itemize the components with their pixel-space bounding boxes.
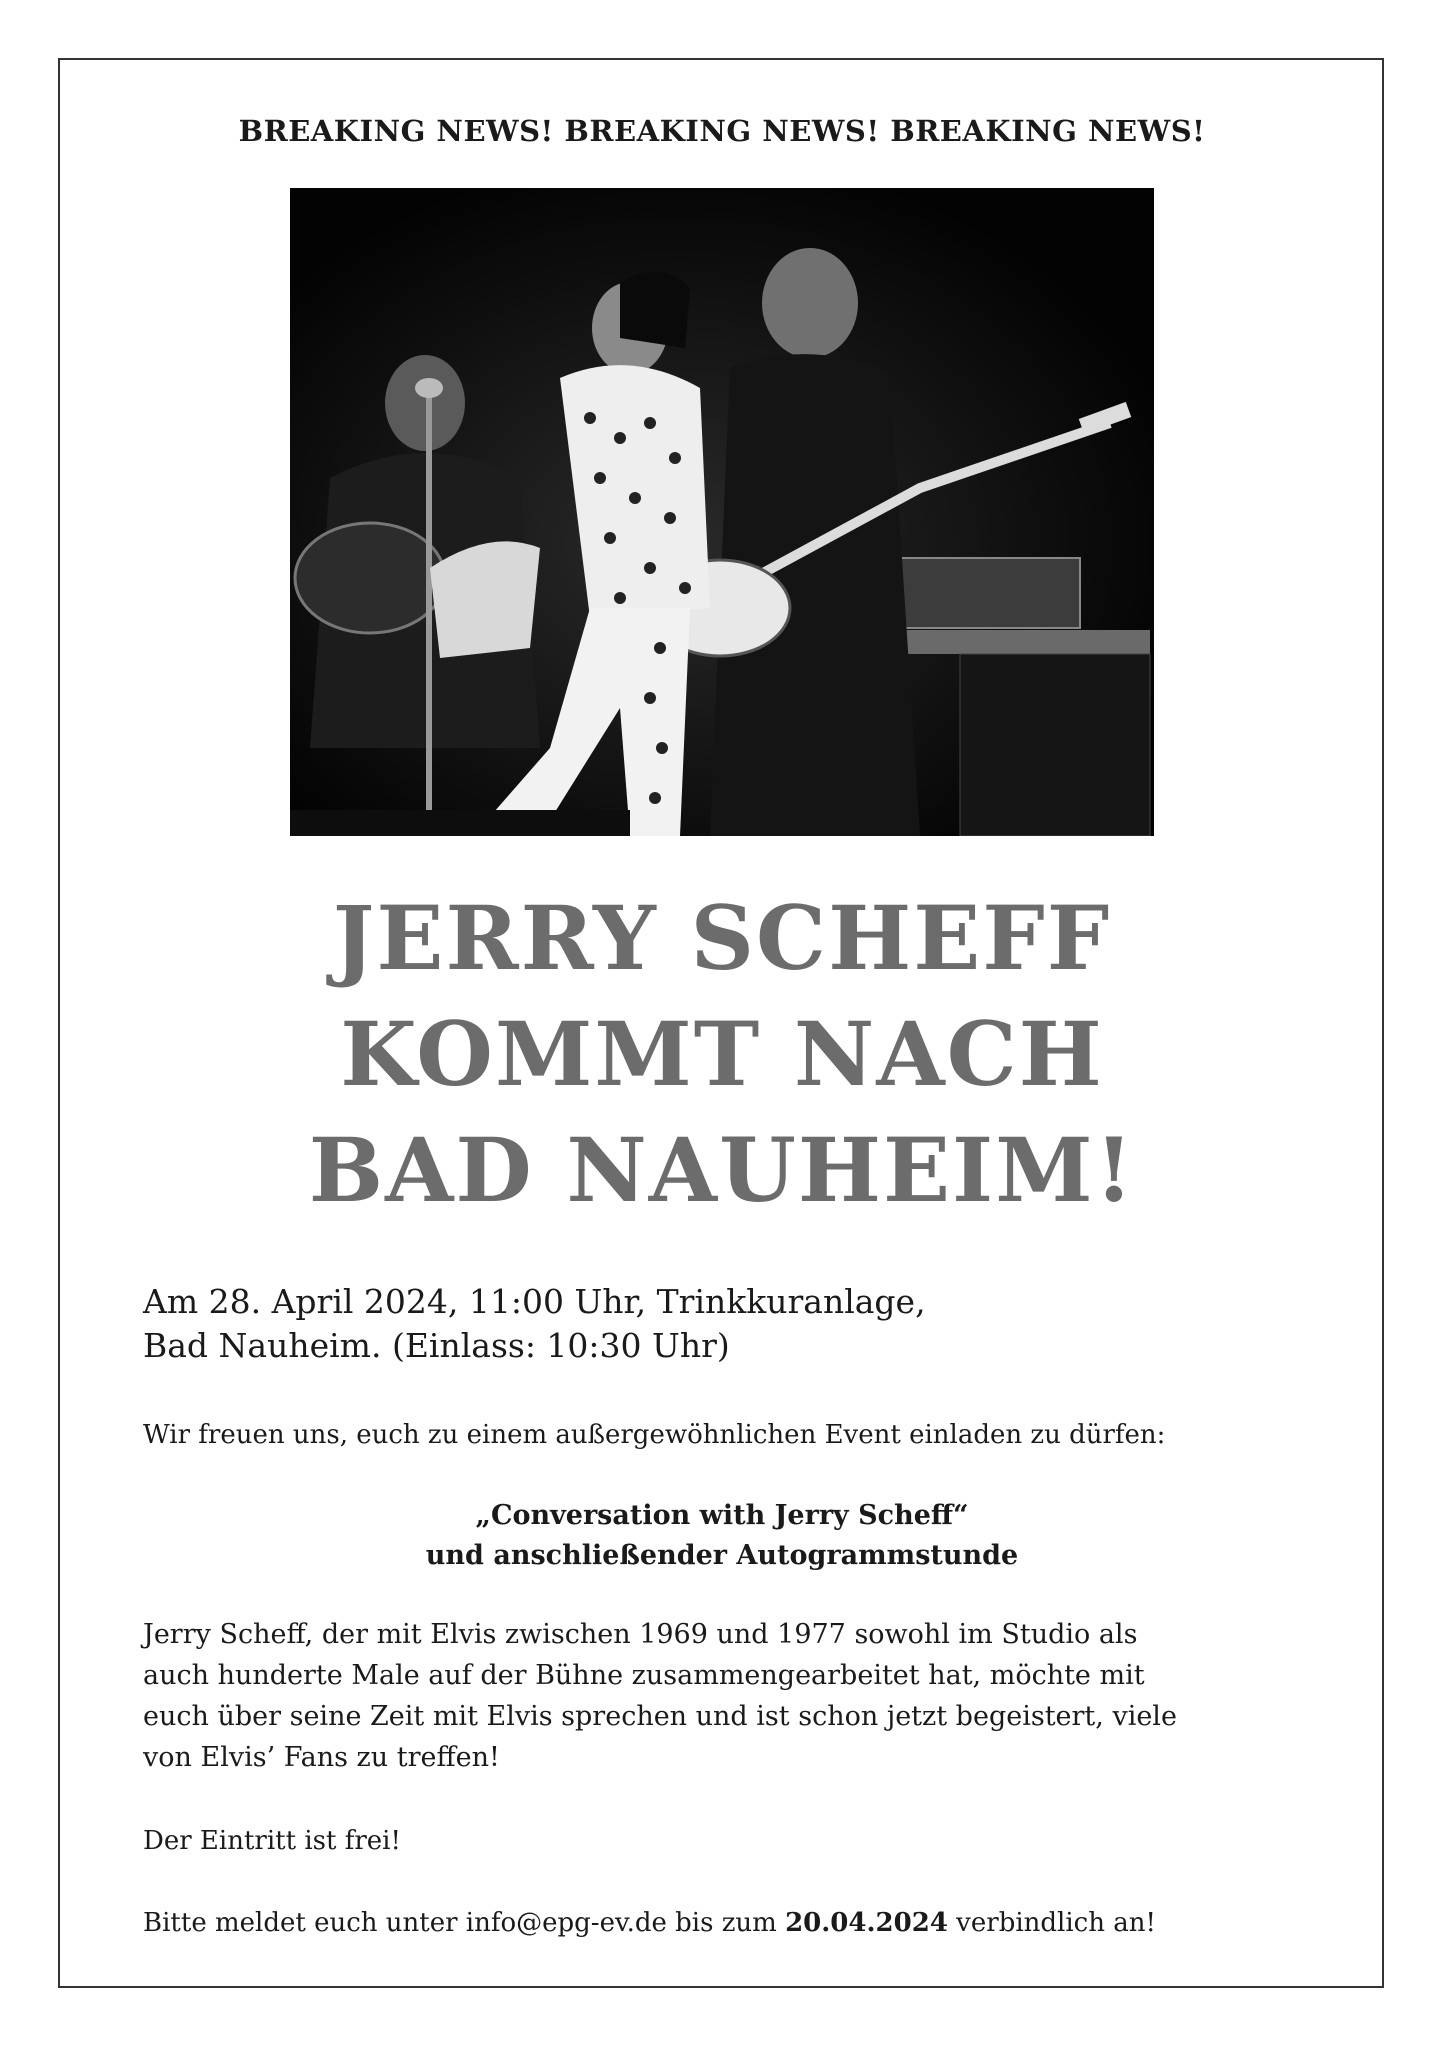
concert-photo (290, 188, 1154, 836)
signup-suffix: verbindlich an! (947, 1908, 1156, 1938)
signup-note (143, 1906, 1323, 1940)
signup-deadline: 20.04.2024 (785, 1908, 948, 1938)
event-datetime (143, 1280, 1323, 1368)
headline-line-3: BAD NAUHEIM! (308, 1118, 1136, 1222)
headline (0, 880, 1444, 1228)
description-line-4: von Elvis’ Fans zu treffen! (143, 1742, 500, 1773)
description-line-2: auch hunderte Male auf der Bühne zusammengearbeitet hat, möchte mit (143, 1660, 1145, 1691)
event-title-line-2: und anschließender Autogrammstunde (425, 1540, 1019, 1571)
event-title (0, 1496, 1444, 1576)
description-line-1: Jerry Scheff, der mit Elvis zwischen 1969 und 1977 sowohl im Studio als (143, 1619, 1138, 1650)
description-line-3: euch über seine Zeit mit Elvis sprechen und ist schon jetzt begeistert, viele (143, 1701, 1177, 1732)
headline-line-1: JERRY SCHEFF (332, 886, 1112, 990)
headline-line-2: KOMMT NACH (340, 1002, 1104, 1106)
event-description (143, 1614, 1323, 1778)
datetime-line-2: Bad Nauheim. (Einlass: 10:30 Uhr) (143, 1326, 730, 1365)
signup-prefix: Bitte meldet euch unter info@epg-ev.de bis zum (143, 1908, 786, 1938)
event-title-line-1: „Conversation with Jerry Scheff“ (475, 1500, 969, 1531)
invite-text: Wir freuen uns, euch zu einem außergewöhnlichen Event einladen zu dürfen: (143, 1420, 1166, 1450)
free-entry-note: Der Eintritt ist frei! (143, 1826, 401, 1856)
datetime-line-1: Am 28. April 2024, 11:00 Uhr, Trinkkuranlage, (143, 1282, 926, 1321)
breaking-news-banner: BREAKING NEWS! BREAKING NEWS! BREAKING NEWS! (238, 114, 1206, 148)
